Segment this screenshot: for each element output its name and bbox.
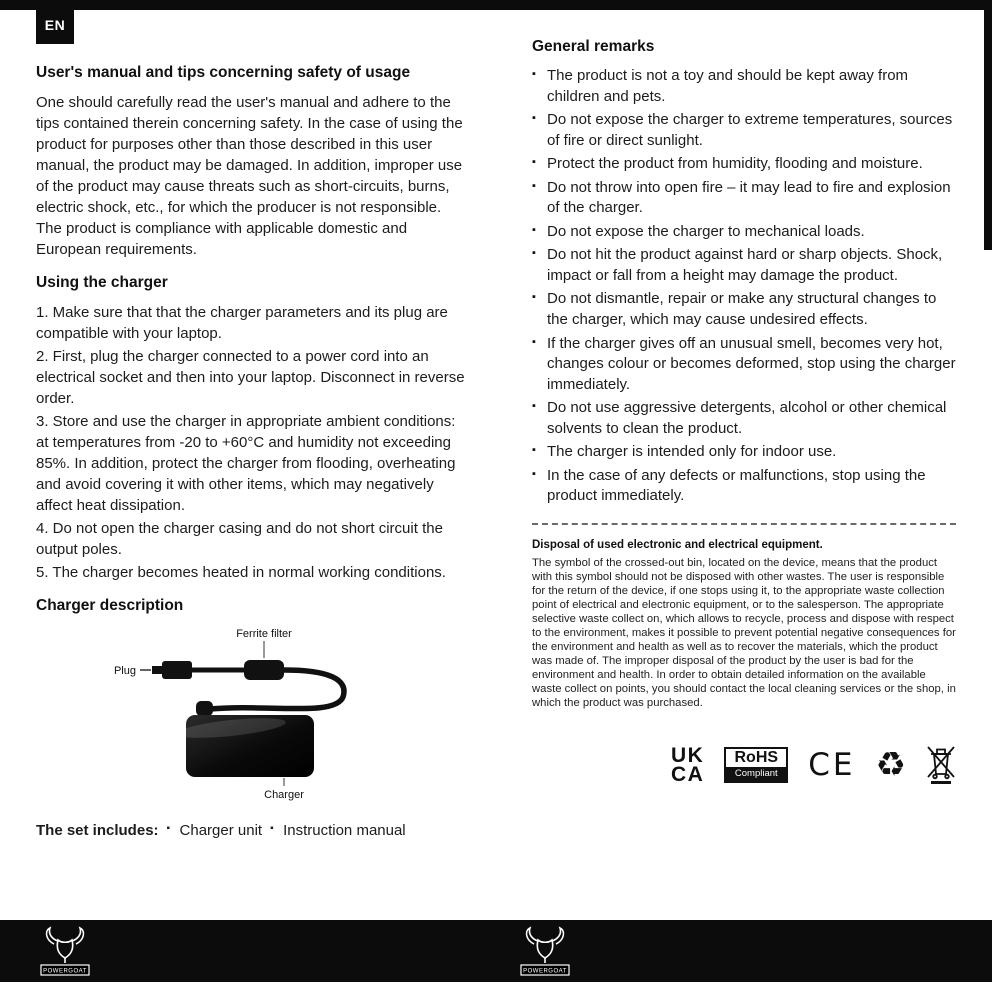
using-step: 3. Store and use the charger in appropriate ambient conditions: at temperatures from -20 to +60°C and humidity not exceeding 85%. In addition, protect the charger from flooding, overheating and avoid covering it with other items, which may negatively affect heat dissipation. (36, 413, 456, 514)
using-step: 5. The charger becomes heated in normal working conditions. (36, 564, 446, 581)
strain-relief (196, 701, 213, 716)
set-includes-item: ▪ Charger unit (167, 822, 263, 839)
disposal-body: The symbol of the crossed-out bin, located on the device, means that the product with this symbol should not be disposed with other wastes. The user is responsible for the return of the device, if one stops using it, to the appropriate waste collection point of electrical and electronic equipment, or to the salesperson. The appropriate selective waste collect on, which allows to recycle, process and dispose with respect to the environment, makes it possible to prevent potential negative consequences for the environment and health as well as to recover the materials, which the product was made of. The improper disposal of the product by the user is bad for the environment and health. In order to obtain detailed information on the available waste collect on points, you should contact the local cleaning services or the shop, in which the product was purchased. (532, 556, 956, 709)
using-step: 1. Make sure that that the charger parameters and its plug are compatible with your laptop. (36, 304, 448, 342)
remark-item: ▪ In the case of any defects or malfunctions, stop using the product immediately. (532, 466, 956, 507)
powergoat-banner-text: POWERGOAT (523, 968, 567, 975)
rohs-compliant-label: Compliant (726, 767, 786, 781)
set-includes-item: ▪ Instruction manual (270, 822, 406, 839)
disposal-heading: Disposal of used electronic and electrical equipment. (532, 538, 823, 551)
using-step: 2. First, plug the charger connected to a power cord into an electrical socket and then into your laptop. Disconnect in reverse order. (36, 348, 465, 407)
safety-heading: User's manual and tips concerning safety of usage (36, 64, 411, 81)
remark-item: ▪ Protect the product from humidity, flooding and moisture. (532, 154, 956, 175)
weee-bin-icon (926, 744, 956, 786)
using-charger-section (36, 274, 468, 583)
remark-item: ▪ Do not throw into open fire – it may lead to fire and explosion of the charger. (532, 178, 956, 219)
powergoat-logo (518, 924, 572, 978)
remark-item: ▪ If the charger gives off an unusual smell, becomes very hot, changes colour or becomes deformed, stop using the charger immediately. (532, 334, 956, 396)
powergoat-logo (38, 924, 92, 978)
right-column (532, 38, 956, 786)
set-includes-label: The set includes: (36, 822, 159, 839)
remark-item: ▪ Do not hit the product against hard or sharp objects. Shock, impact or fall from a height may damage the product. (532, 245, 956, 286)
safety-paragraph: One should carefully read the user's manual and adhere to the tips contained therein concerning safety. In the case of using the product for purposes other than those described in this user manual, the product may be damaged. In addition, improper use of the product may cause threats such as short-circuits, burns, electric shock, etc., for which the producer is not responsible. The product is compliance with applicable domestic and European requirements. (36, 94, 463, 258)
remark-item: ▪ The product is not a toy and should be kept away from children and pets. (532, 66, 956, 107)
using-charger-heading: Using the charger (36, 274, 168, 291)
remark-item: ▪ Do not dismantle, repair or make any structural changes to the charger, which may cause undesired effects. (532, 289, 956, 330)
remark-item: ▪ The charger is intended only for indoor use. (532, 442, 956, 463)
powergoat-banner-text: POWERGOAT (43, 968, 87, 975)
ukca-mark (670, 743, 705, 786)
right-edge-strip (984, 0, 992, 250)
plug-body (162, 661, 192, 679)
ukca-line2: CA (670, 762, 705, 786)
set-includes-line (36, 822, 468, 839)
remark-item: ▪ Do not use aggressive detergents, alcohol or other chemical solvents to clean the product. (532, 398, 956, 439)
ferrite-filter-label: Ferrite filter (236, 628, 292, 640)
charger-description-section (36, 597, 468, 808)
plug-tip (152, 666, 162, 674)
footer-bar (0, 920, 992, 982)
rohs-mark (724, 747, 788, 783)
remark-item: ▪ Do not expose the charger to mechanical loads. (532, 222, 956, 243)
charger-diagram-svg (36, 625, 468, 803)
charger-diagram (36, 625, 468, 808)
left-column (36, 64, 468, 839)
recycle-icon: ♻ (875, 744, 906, 785)
using-step: 4. Do not open the charger casing and do not short circuit the output poles. (36, 520, 443, 558)
ferrite-filter (244, 660, 284, 680)
dashed-separator (532, 523, 956, 525)
plug-label: Plug (113, 665, 136, 677)
charger-label: Charger (264, 789, 304, 801)
general-remarks-list (532, 66, 956, 507)
top-border-bar (0, 0, 992, 10)
certification-row (532, 744, 956, 786)
rohs-label: RoHS (734, 748, 779, 766)
ukca-line1: UK (670, 743, 705, 767)
ce-mark: CE (808, 746, 856, 783)
general-remarks-heading: General remarks (532, 38, 655, 55)
charger-description-heading: Charger description (36, 597, 184, 614)
language-badge (36, 6, 74, 44)
language-badge-label: EN (44, 17, 66, 33)
remark-item: ▪ Do not expose the charger to extreme temperatures, sources of fire or direct sunlight. (532, 110, 956, 151)
